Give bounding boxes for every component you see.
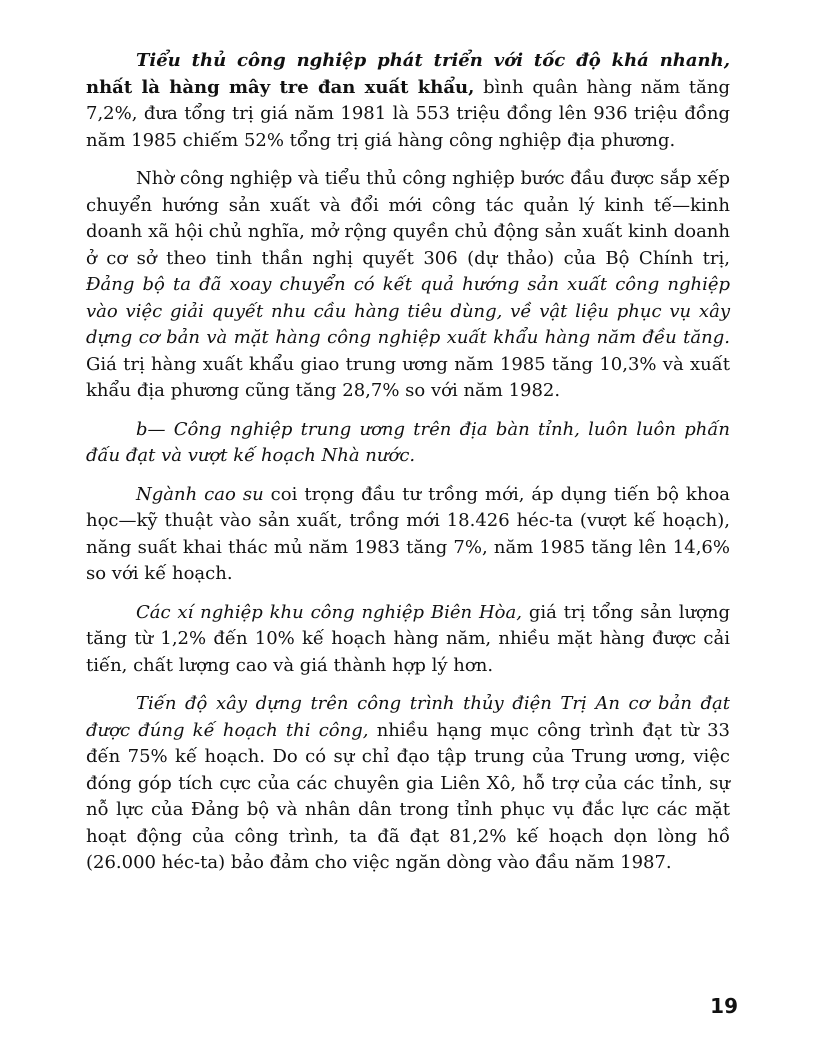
paragraph-lead-bold: nhất là hàng mây tre đan xuất khẩu, <box>86 76 475 98</box>
page-number: 19 <box>710 994 738 1018</box>
paragraph-text-after: Giá trị hàng xuất khẩu giao trung ương năm 1985 tăng 10,3% và xuất khẩu địa phương cũng tăng 28,7% so với năm 1982. <box>86 353 730 401</box>
paragraph-small-industry <box>86 48 730 154</box>
paragraph-body: coi trọng đầu tư trồng mới, áp dụng tiến bộ khoa học—kỹ thuật vào sản xuất, trồng mới 18.426 héc-ta (vượt kế hoạch), năng suất khai thác mủ năm 1983 tăng 7%, năm 1985 tăng lên 14,6% so với kế hoạch. <box>86 483 730 584</box>
paragraph-rubber-industry <box>86 482 730 588</box>
paragraph-body: giá trị tổng sản lượng tăng từ 1,2% đến 10% kế hoạch hàng năm, nhiều mặt hàng được cải tiến, chất lượng cao và giá thành hợp lý hơn. <box>86 601 730 676</box>
paragraph-italic-subject: Các xí nghiệp khu công nghiệp Biên Hòa, <box>136 601 522 623</box>
paragraph-body: nhiều hạng mục công trình đạt từ 33 đến 75% kế hoạch. Do có sự chỉ đạo tập trung của Trung ương, việc đóng góp tích cực của các chuyên gia Liên Xô, hỗ trợ của các tỉnh, sự nỗ lực của Đảng bộ và nhân dân trong tỉnh phục vụ đắc lực các mặt hoạt động của công trình, ta đã đạt 81,2% kế hoạch dọn lòng hồ (26.000 héc-ta) bảo đảm cho việc ngăn dòng vào đầu năm 1987. <box>86 719 730 873</box>
paragraph-text-before: Nhờ công nghiệp và tiểu thủ công nghiệp bước đầu được sắp xếp chuyển hướng sản xuất và đổi mới công tác quản lý kinh tế—kinh doanh xã hội chủ nghĩa, mở rộng quyền chủ động sản xuất kinh doanh ở cơ sở theo tinh thần nghị quyết 306 (dự thảo) của Bộ Chính trị, <box>86 168 730 269</box>
paragraph-restructuring <box>86 166 730 405</box>
paragraph-bien-hoa <box>86 600 730 680</box>
paragraph-tri-an <box>86 691 730 877</box>
paragraph-italic-subject: Tiến độ xây dựng trên công trình thủy điện Trị An cơ bản đạt được đúng kế hoạch thi công, <box>86 693 730 741</box>
paragraph-italic-subject: Ngành cao su <box>136 483 264 505</box>
document-page <box>86 48 730 889</box>
paragraph-lead-italic: Tiểu thủ công nghiệp phát triển với tốc độ khá nhanh, <box>136 50 730 71</box>
paragraph-italic-emphasis: Đảng bộ ta đã xoay chuyển có kết quả hướng sản xuất công nghiệp vào việc giải quyết nhu cầu hàng tiêu dùng, về vật liệu phục vụ xây dựng cơ bản và mặt hàng công nghiệp xuất khẩu hàng năm đều tăng. <box>86 274 730 348</box>
section-heading-b: b— Công nghiệp trung ương trên địa bàn tỉnh, luôn luôn phấn đấu đạt và vượt kế hoạch Nhà nước. <box>86 418 730 466</box>
paragraph-body: bình quân hàng năm tăng 7,2%, đưa tổng trị giá năm 1981 là 553 triệu đồng lên 936 triệu đồng năm 1985 chiếm 52% tổng trị giá hàng công nghiệp địa phương. <box>86 76 730 151</box>
